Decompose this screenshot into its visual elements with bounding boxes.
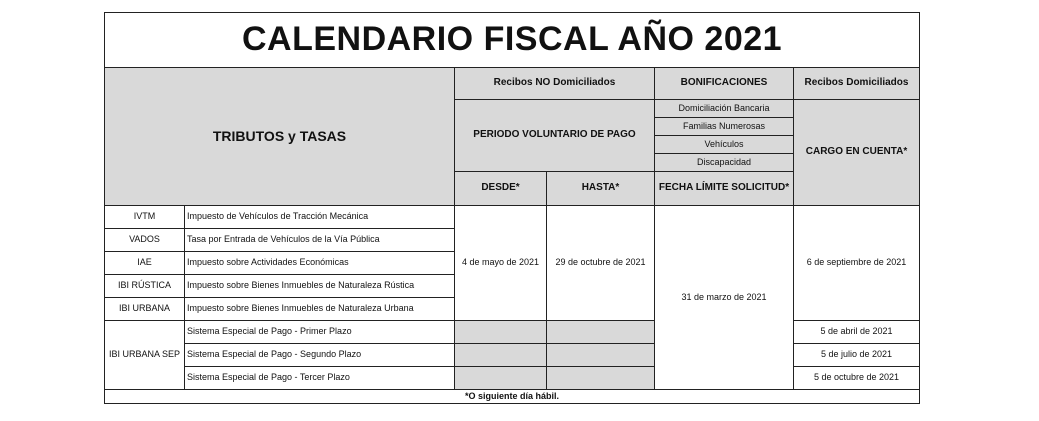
cargo-value: 6 de septiembre de 2021	[794, 206, 920, 321]
hasta-header: HASTA*	[547, 172, 655, 206]
hasta-value: 29 de octubre de 2021	[547, 206, 655, 321]
fecha-limite-header: FECHA LÍMITE SOLICITUD*	[655, 172, 794, 206]
row-desc: Impuesto sobre Bienes Inmuebles de Naturaleza Rústica	[185, 275, 455, 298]
bonif-item: Domiciliación Bancaria	[655, 100, 794, 118]
row-desc: Sistema Especial de Pago - Tercer Plazo	[185, 367, 455, 390]
desde-value: 4 de mayo de 2021	[455, 206, 547, 321]
page-title: CALENDARIO FISCAL AÑO 2021	[105, 13, 920, 68]
empty-cell	[455, 367, 547, 390]
table-row	[105, 206, 920, 229]
row-desc: Tasa por Entrada de Vehículos de la Vía Pública	[185, 229, 455, 252]
empty-cell	[547, 321, 655, 344]
fiscal-calendar-table	[104, 12, 920, 404]
row-desc: Impuesto de Vehículos de Tracción Mecánica	[185, 206, 455, 229]
bonif-item: Familias Numerosas	[655, 118, 794, 136]
row-code: IVTM	[105, 206, 185, 229]
row-code: IBI URBANA	[105, 298, 185, 321]
empty-cell	[547, 344, 655, 367]
row-code: IBI RÚSTICA	[105, 275, 185, 298]
cargo-header: CARGO EN CUENTA*	[794, 100, 920, 206]
desde-header: DESDE*	[455, 172, 547, 206]
sep-code: IBI URBANA SEP	[105, 321, 185, 390]
table-row	[105, 321, 920, 344]
table-row	[105, 344, 920, 367]
table-row	[105, 367, 920, 390]
empty-cell	[455, 344, 547, 367]
bonificaciones-header: BONIFICACIONES	[655, 68, 794, 100]
domiciliados-header: Recibos Domiciliados	[794, 68, 920, 100]
cargo-value: 5 de julio de 2021	[794, 344, 920, 367]
row-desc: Sistema Especial de Pago - Primer Plazo	[185, 321, 455, 344]
no-domiciliados-header: Recibos NO Domiciliados	[455, 68, 655, 100]
row-desc: Impuesto sobre Actividades Económicas	[185, 252, 455, 275]
cargo-value: 5 de octubre de 2021	[794, 367, 920, 390]
fecha-limite-value: 31 de marzo de 2021	[655, 206, 794, 390]
footnote: *O siguiente día hábil.	[105, 390, 920, 404]
periodo-header: PERIODO VOLUNTARIO DE PAGO	[455, 100, 655, 172]
empty-cell	[547, 367, 655, 390]
row-code: VADOS	[105, 229, 185, 252]
bonif-item: Discapacidad	[655, 154, 794, 172]
tributos-header: TRIBUTOS y TASAS	[105, 68, 455, 206]
empty-cell	[455, 321, 547, 344]
bonif-item: Vehículos	[655, 136, 794, 154]
row-code: IAE	[105, 252, 185, 275]
row-desc: Sistema Especial de Pago - Segundo Plazo	[185, 344, 455, 367]
cargo-value: 5 de abril de 2021	[794, 321, 920, 344]
row-desc: Impuesto sobre Bienes Inmuebles de Naturaleza Urbana	[185, 298, 455, 321]
